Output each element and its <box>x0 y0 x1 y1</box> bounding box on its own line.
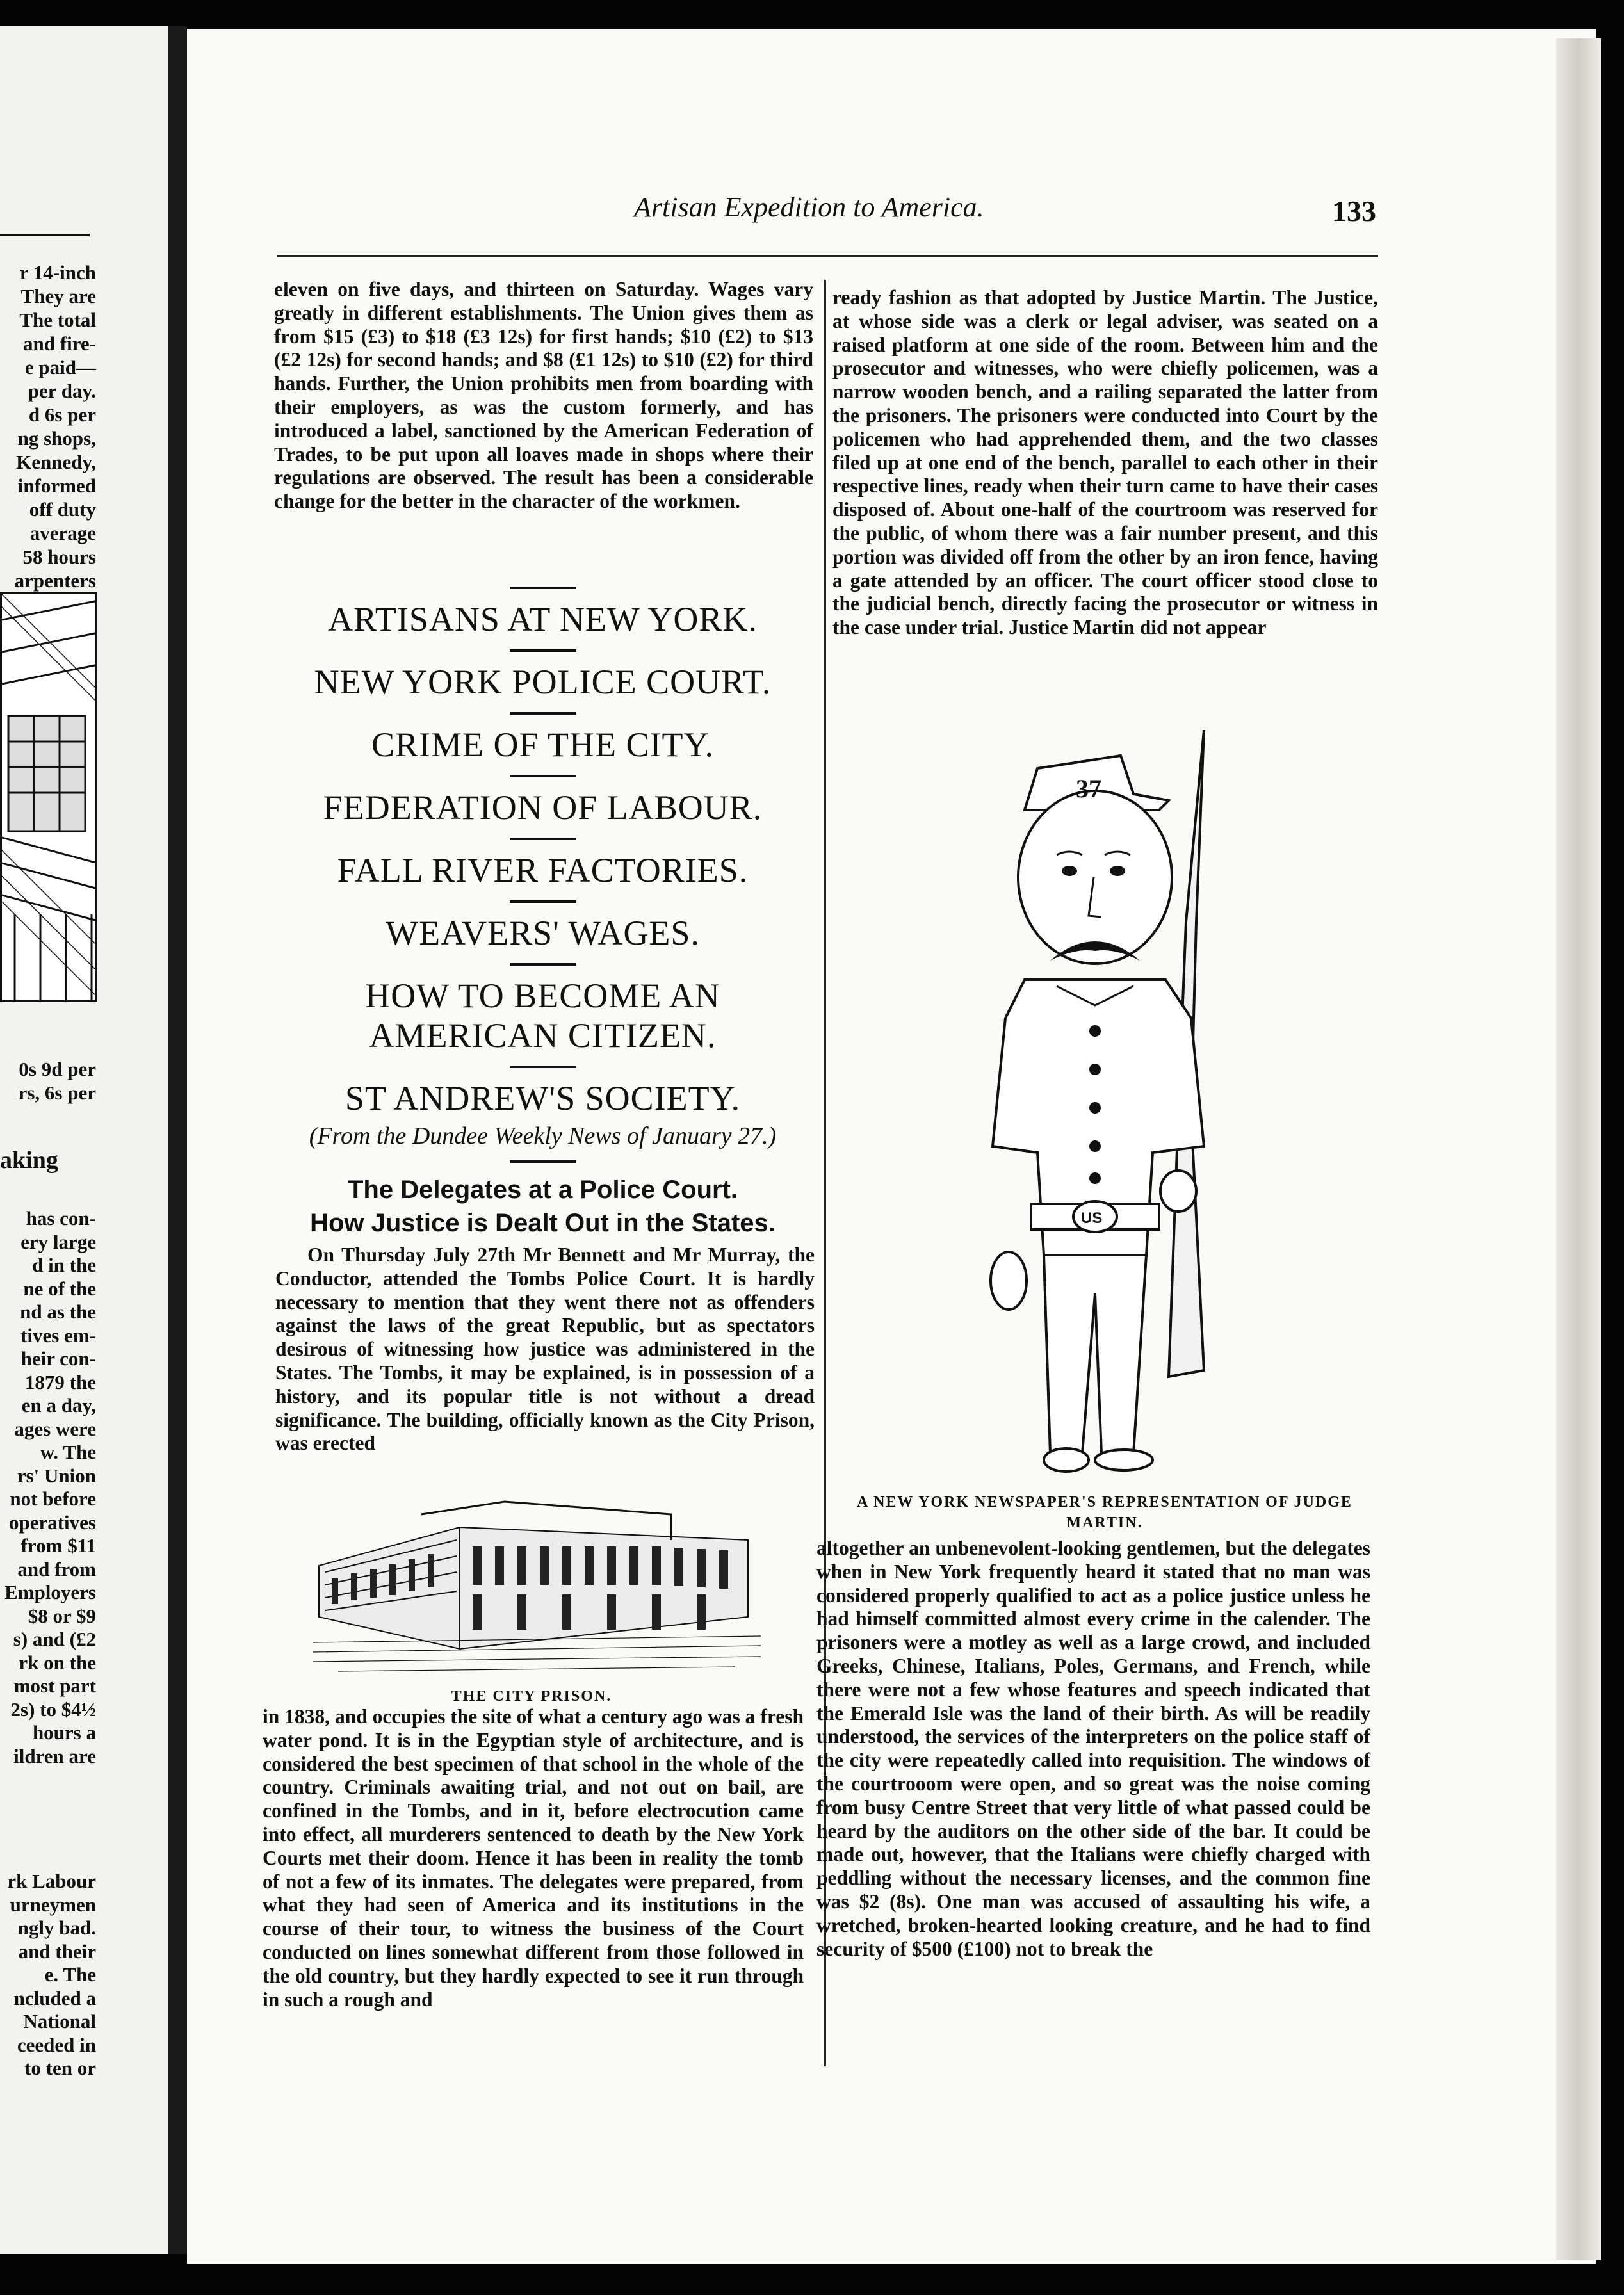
page-number: 133 <box>1332 195 1376 227</box>
previous-page-line: en a day, <box>21 1394 96 1416</box>
previous-page-line: 2s) to $4½ <box>10 1698 96 1721</box>
column1-mid-text <box>275 1244 815 1456</box>
previous-page-line: e paid— <box>24 356 96 378</box>
previous-page-line: ages were <box>14 1417 96 1440</box>
previous-page-line: ncluded a <box>13 1986 96 2009</box>
previous-page-line: tives em- <box>20 1324 96 1347</box>
previous-page-line: from $11 <box>20 1534 96 1557</box>
judge-caption: A NEW YORK NEWSPAPER'S REPRESENTATION OF JUDGE MARTIN. <box>857 1494 1352 1531</box>
prison-caption: THE CITY PRISON. <box>451 1688 612 1705</box>
headline: FEDERATION OF LABOUR. <box>323 788 763 827</box>
previous-page-line: 58 hours <box>22 546 96 568</box>
previous-page-line: ceeded in <box>17 2033 96 2056</box>
previous-page-line: r 14-inch <box>19 261 96 284</box>
previous-page-line: operatives <box>8 1511 96 1534</box>
previous-page-line: average <box>29 522 96 544</box>
previous-page-line: informed <box>17 474 96 497</box>
headline-divider <box>510 587 576 589</box>
page-gutter <box>168 26 187 2254</box>
previous-page-line: d in the <box>32 1254 96 1276</box>
belt-buckle-label: US <box>1081 1210 1103 1227</box>
page-edge <box>1556 38 1601 2260</box>
previous-page-line: most part <box>13 1675 96 1697</box>
headline-block <box>269 576 816 1456</box>
previous-page-line: per day. <box>28 380 96 402</box>
previous-page-line: rs, 6s per <box>18 1082 96 1104</box>
headline-divider <box>510 838 576 840</box>
previous-page-line: They are <box>20 285 96 307</box>
column2-top-text <box>832 286 1378 640</box>
previous-page-line: and their <box>18 1940 96 1963</box>
headline: WEAVERS' WAGES. <box>386 914 700 952</box>
source-line: (From the Dundee Weekly News of January 27.) <box>309 1123 777 1149</box>
previous-page-line: arpenters <box>14 569 96 592</box>
column1-intro-text <box>274 278 813 514</box>
judge-martin-illustration <box>948 730 1262 1486</box>
cap-number: 37 <box>1076 774 1101 803</box>
previous-page-line: rs' Union <box>17 1464 96 1487</box>
previous-page-line: Employers <box>4 1581 96 1603</box>
article-paragraph: ready fashion as that adopted by Justice Martin. The Justice, at whose side was a clerk or legal adviser, was seated on a raised platform at one side of the room. Between him and the prosecutor and witnesses, who were chiefly policemen, was a narrow wooden bench, and a railing separated the latter from the prisoners. The prisoners were conducted into Court by the policemen who had apprehended them, and the two classes filed up at one end of the bench, parallel to each other in their respective lines, ready when their turn came to have their cases disposed of. About one-half of the courtroom was reserved for the public, of whom there was a fair number present, and this portion was divided off from the other by an iron fence, having a gate attended by an officer. The court officer stood close to the judicial bench, directly facing the prosecutor or witness in the case under trial. Justice Martin did not appear <box>832 286 1378 639</box>
headline-divider <box>510 775 576 777</box>
previous-page-edge <box>0 26 168 2254</box>
headline: AMERICAN CITIZEN. <box>369 1016 717 1055</box>
previous-page-line: e. The <box>44 1963 96 1986</box>
previous-page-line: 0s 9d per <box>19 1058 96 1080</box>
headline-divider <box>510 712 576 715</box>
previous-page-line: The total <box>19 309 96 331</box>
headline-divider <box>510 1160 576 1163</box>
previous-page-line: Kennedy, <box>16 451 96 473</box>
article-paragraph: eleven on five days, and thirteen on Saturday. Wages vary greatly in different establishments. The Union gives them as from $15 (£3) to $18 (£3 12s) for first hands; $10 (£2) to $13 (£2 12s) for second hands; and $8 (£1 12s) to $10 (£2) for third hands. Further, the Union prohibits men from boarding with their employers, as was the custom formerly, and has introduced a label, sanctioned by the American Federation of Trades, to be put upon all loaves made in shops where their regulations are observed. The result has been a considerable change for the better in the character of the workmen. <box>274 278 813 513</box>
article-paragraph: On Thursday July 27th Mr Bennett and Mr Murray, the Conductor, attended the Tombs Police Court. It is hardly necessary to mention that they went there not as offenders against the laws of the great Republic, but as spectators desirous of witnessing how justice was administered in the States. The Tombs, it may be explained, is in possession of a history, and its popular title is not without a dread significance. The building, officially known as the City Prison, was erected <box>275 1244 815 1455</box>
left-page-rule <box>0 234 90 236</box>
column2-bottom-text <box>816 1537 1370 1961</box>
previous-page-line: National <box>23 2010 96 2032</box>
previous-page-line: hours a <box>32 1721 96 1744</box>
previous-page-line: heir con- <box>20 1347 96 1370</box>
previous-page-line: nd as the <box>20 1301 96 1323</box>
previous-page-line: ery large <box>20 1230 96 1253</box>
headline-divider <box>510 963 576 966</box>
headline: CRIME OF THE CITY. <box>371 726 715 764</box>
headline: HOW TO BECOME AN <box>365 977 720 1015</box>
running-title: Artisan Expedition to America. <box>634 191 984 223</box>
headline: ST ANDREW'S SOCIETY. <box>345 1079 741 1117</box>
article-paragraph: altogether an unbenevolent-looking gentlemen, but the delegates when in New York frequently heard it stated that no man was considered properly qualified to act as a police justice unless he had himself committed almost every crime in the calender. The prisoners were a motley as well as a large crowd, and included Greeks, Chinese, Italians, Poles, Germans, and French, while there were not a few whose features and speech indicated that the Emerald Isle was the land of their birth. As will be readily understood, the services of the interpreters on the police staff of the city were repeatedly called into requisition. The windows of the courtrooom were open, and so great was the noise coming from busy Centre Street that very little of what passed could be heard by the auditors on the other side of the bar. It could be made out, however, that the Italians were chiefly charged with peddling without the necessary licenses, and the common fine was $2 (8s). One man was accused of assaulting his wife, a wretched, broken-hearted looking creature, and he had to find security of $500 (£100) not to break the <box>816 1537 1370 1960</box>
previous-page-line: 1879 the <box>24 1370 96 1393</box>
headline-divider <box>510 900 576 903</box>
headline: NEW YORK POLICE COURT. <box>314 663 772 701</box>
column1-bottom-text <box>263 1705 804 2011</box>
previous-page-line: has con- <box>26 1207 96 1229</box>
previous-page-line: rk on the <box>19 1651 96 1674</box>
headline: FALL RIVER FACTORIES. <box>337 851 749 889</box>
previous-page-line: w. The <box>40 1441 96 1463</box>
subheading: The Delegates at a Police Court. <box>347 1176 738 1204</box>
previous-page-line: s) and (£2 <box>13 1628 96 1650</box>
previous-page-line: $8 or $9 <box>28 1604 96 1627</box>
previous-page-line: rk Labour <box>7 1870 96 1892</box>
article-paragraph: in 1838, and occupies the site of what a century ago was a fresh water pond. It is in the Egyptian style of architecture, and is considered the best specimen of that school in the whole of the country. Criminals awaiting trial, and not out on bail, are confined in the Tombs, and in it, before electrocution came into effect, all murderers sentenced to death by the New York Courts met their doom. Hence it has been in reality the tomb of not a few of its inmates. The delegates were prepared, from what they had seen of America and its institutions in the course of their tour, to witness the business of the Court conducted on lines somewhat different from those followed in the old country, but they hardly expected to see it run through in such a rough and <box>263 1705 804 2011</box>
previous-page-line: ng shops, <box>17 427 96 450</box>
headline-divider <box>510 649 576 652</box>
previous-page-line: ne of the <box>23 1277 96 1300</box>
city-prison-illustration <box>313 1489 761 1681</box>
left-page-illustration <box>0 592 97 1002</box>
previous-page-line: off duty <box>29 498 96 521</box>
previous-page-line: urneymen <box>10 1893 96 1916</box>
previous-page-line: ildren are <box>13 1744 96 1767</box>
previous-page-line: d 6s per <box>28 403 96 426</box>
previous-page-line: not before <box>10 1488 96 1510</box>
headline-divider <box>510 1066 576 1068</box>
headline: ARTISANS AT NEW YORK. <box>328 600 758 638</box>
previous-page-line: and from <box>17 1557 96 1580</box>
previous-page-line: and fire- <box>23 332 96 355</box>
previous-page-heading: aking <box>0 1147 58 1174</box>
previous-page-line: to ten or <box>24 2057 96 2079</box>
subheading: How Justice is Dealt Out in the States. <box>310 1209 775 1237</box>
header-rule <box>277 255 1378 257</box>
previous-page-line: ngly bad. <box>17 1917 96 1939</box>
